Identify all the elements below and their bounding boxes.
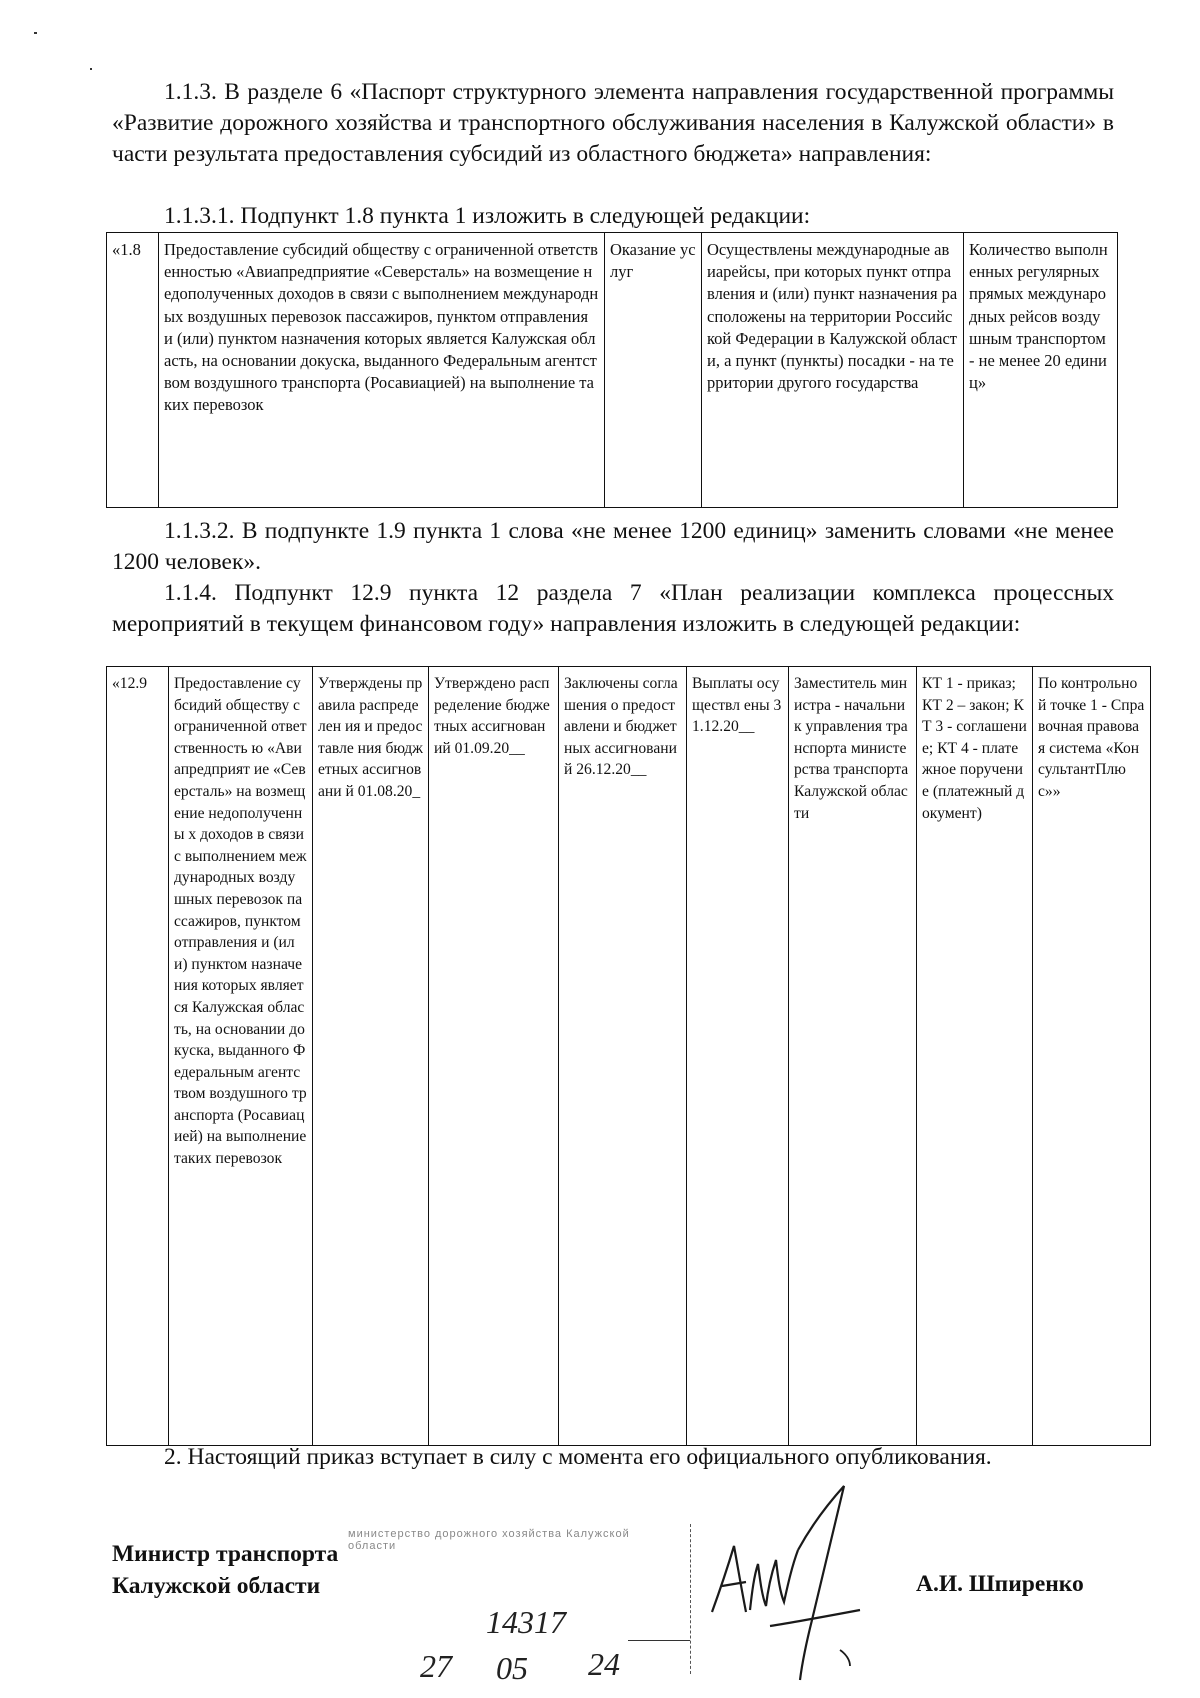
- table-cell-kt2: Утверждено распределение бюджетных ассигнований 01.09.20__: [429, 667, 559, 1446]
- stamp-month-handwritten: 05: [496, 1650, 528, 1686]
- stamp-year-handwritten: 24: [588, 1646, 620, 1682]
- paragraph-2: 2. Настоящий приказ вступает в силу с момента его официального опубликования.: [164, 1444, 992, 1470]
- table-row: [107, 233, 1118, 508]
- table-cell-info-system: По контрольной точке 1 - Справочная правовая система «КонсультантПлюс»»: [1033, 667, 1151, 1446]
- table-cell-document-type: КТ 1 - приказ; КТ 2 – закон; КТ 3 - соглашение; КТ 4 - платежное поручение (платежный документ): [917, 667, 1033, 1446]
- paragraph-1-1-4: 1.1.4. Подпункт 12.9 пункта 12 раздела 7 «План реализации комплекса процессных мероприятий в текущем финансовом году» направления изложить в следующей редакции:: [112, 580, 1114, 637]
- table-cell-event: Предоставление субсидий обществу с ограниченной ответственность ю «Авиапредприят ие «Северсталь» на возмещение недополученны х доходов в связи с выполнением международных воздушных перевозок пассажиров, пунктом отправления и (или) пунктом назначения которых является Калужская область, на основании докуска, выданного Федеральным агентством воздушного транспорта (Росавиацией) на выполнение таких перевозок: [169, 667, 313, 1446]
- registration-stamp-text: министерство дорожного хозяйства Калужской области: [348, 1528, 630, 1552]
- stamp-number-handwritten: 14317: [486, 1604, 566, 1640]
- signatory-title-line1: Министр транспорта: [112, 1541, 339, 1567]
- table-cell-kt1: Утверждены правила распределен ия и предоставле ния бюджетных ассигновани й 01.08.20_: [313, 667, 429, 1446]
- table-subitem-12-9: [106, 666, 1151, 1446]
- table-cell-type: Оказание услуг: [605, 233, 702, 508]
- scan-speck: [90, 68, 92, 70]
- table-row: [107, 667, 1151, 1446]
- scan-speck: [34, 32, 37, 34]
- paragraph-1-1-3: 1.1.3. В разделе 6 «Паспорт структурного элемента направления государственной программы «Развитие дорожного хозяйства и транспортного обслуживания населения в Калужской области» в части результата предоставления субсидий из областного бюджета» направления:: [112, 79, 1114, 167]
- table-subitem-1-8: [106, 232, 1118, 508]
- paragraph-1-1-3-2: 1.1.3.2. В подпункте 1.9 пункта 1 слова «не менее 1200 единиц» заменить словами «не менее 1200 человек».: [112, 518, 1114, 575]
- paragraph-1-1-3-1: 1.1.3.1. Подпункт 1.8 пункта 1 изложить в следующей редакции:: [164, 203, 811, 229]
- registration-stamp-line: [628, 1640, 690, 1641]
- signatory-name: А.И. Шпиренко: [916, 1571, 1084, 1597]
- table-cell-event: Предоставление субсидий обществу с ограниченной ответственностью «Авиапредприятие «Северсталь» на возмещение недополученных доходов в связи с выполнением международных воздушных перевозок пассажиров, пунктом отправления и (или) пунктом назначения которых является Калужская область, на основании докуска, выданного Федеральным агентством воздушного транспорта (Росавиацией) на выполнение таких перевозок: [159, 233, 605, 508]
- stamp-day-handwritten: 27: [420, 1648, 452, 1684]
- table-cell-result: Осуществлены международные авиарейсы, при которых пункт отправления и (или) пункт назначения расположены на территории Российской Федерации в Калужской области, а пункт (пункты) посадки - на территории другого государства: [702, 233, 964, 508]
- table-cell-responsible: Заместитель министра - начальник управления транспорта министерства транспорта Калужской области: [789, 667, 917, 1446]
- table-cell-kt4: Выплаты осуществл ены 31.12.20__: [687, 667, 789, 1446]
- signatory-title-line2: Калужской области: [112, 1573, 321, 1599]
- table-cell-number: «1.8: [107, 233, 159, 508]
- handwritten-signature: [700, 1480, 870, 1685]
- table-cell-kt3: Заключены соглашения о предоставлени и бюджетных ассигнований 26.12.20__: [559, 667, 687, 1446]
- registration-stamp-edge: [690, 1524, 691, 1674]
- table-cell-indicator: Количество выполненных регулярных прямых международных рейсов воздушным транспортом - не менее 20 единиц»: [964, 233, 1118, 508]
- table-cell-number: «12.9: [107, 667, 169, 1446]
